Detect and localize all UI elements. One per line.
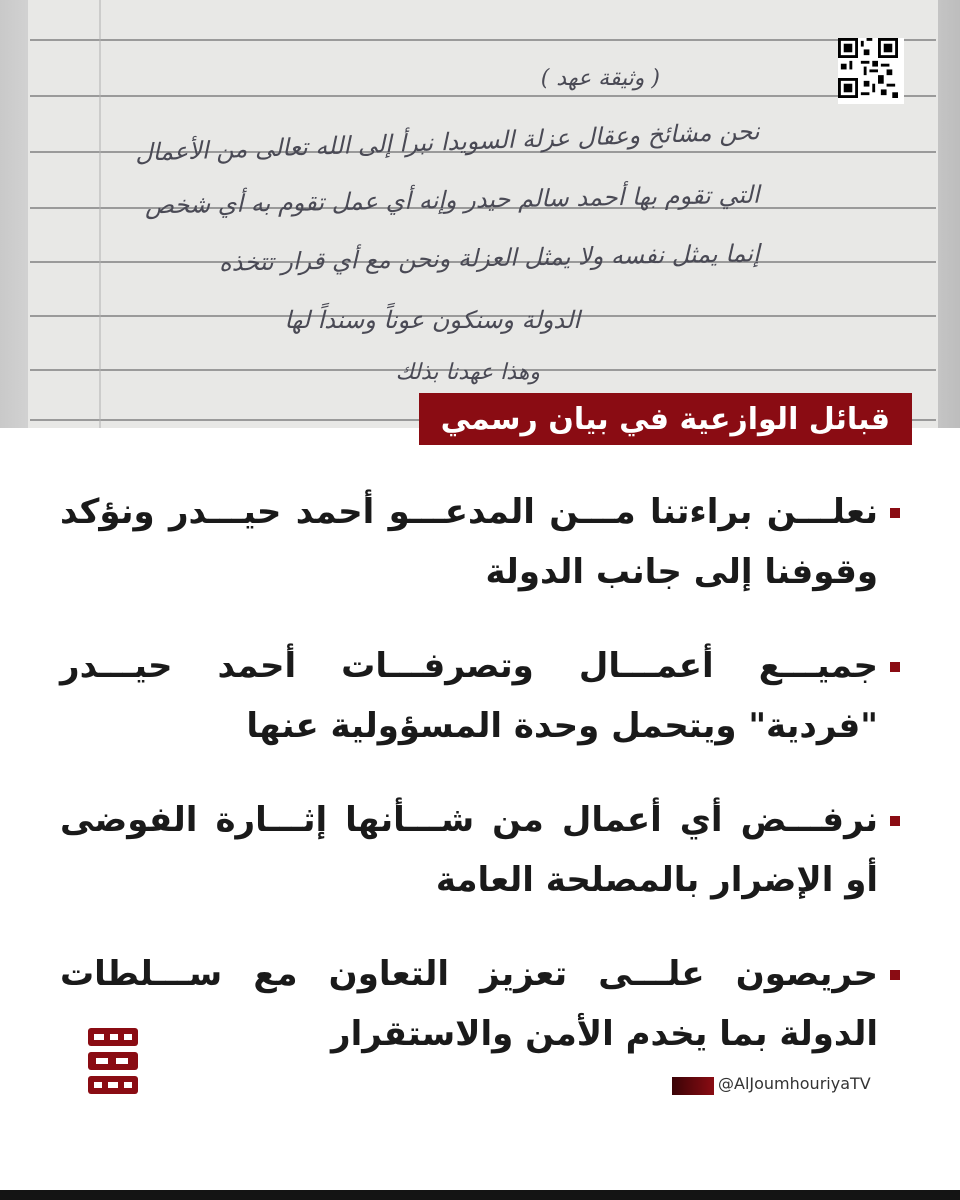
handwriting-line: وهذا عهدنا بذلك [395,360,540,385]
headline-banner [419,393,912,445]
statement-points [60,482,900,1098]
list-item [60,636,900,756]
bottom-divider [0,1190,960,1200]
point-text: جميـــع أعمـــال وتصرفـــات أحمد حيـــدر "فردية" ويتحمل وحدة المسؤولية عنها [60,646,878,746]
bullet-square-icon [890,970,900,980]
social-handle: @AlJoumhouriyaTV [718,1074,871,1093]
list-item [60,944,900,1064]
handwriting-line: التي تقوم بها أحمد سالم حيدر وإنه أي عمل تقوم به أي شخص [145,180,761,220]
bullet-square-icon [890,508,900,518]
aljoumhouriya-logo-icon [86,1026,140,1098]
bullet-square-icon [890,662,900,672]
point-text: نعلـــن براءتنا مـــن المدعـــو أحمد حيـــدر ونؤكد وقوفنا إلى جانب الدولة [60,492,878,592]
handle-accent-bar [672,1077,714,1095]
list-item [60,482,900,602]
qr-code-icon [838,38,904,104]
handwriting-line: الدولة وسنكون عوناً وسنداً لها [284,306,580,334]
headline-text: قبائل الوازعية في بيان رسمي [440,401,890,437]
bullet-square-icon [890,816,900,826]
handwriting-line: ( وثيقة عهد ) [540,66,660,91]
point-text: نرفـــض أي أعمال من شـــأنها إثـــارة الفوضى أو الإضرار بالمصلحة العامة [60,800,878,900]
document-photo [0,0,960,428]
point-text: حريصون علـــى تعزيز التعاون مع ســـلطات الدولة بما يخدم الأمن والاستقرار [60,954,878,1054]
handwriting-line: إنما يمثل نفسه ولا يمثل العزلة ونحن مع أي قرار تتخذه [218,239,761,277]
list-item [60,790,900,910]
handwriting-line: نحن مشائخ وعقال عزلة السويدا نبرأ إلى الله تعالى من الأعمال [135,117,761,167]
